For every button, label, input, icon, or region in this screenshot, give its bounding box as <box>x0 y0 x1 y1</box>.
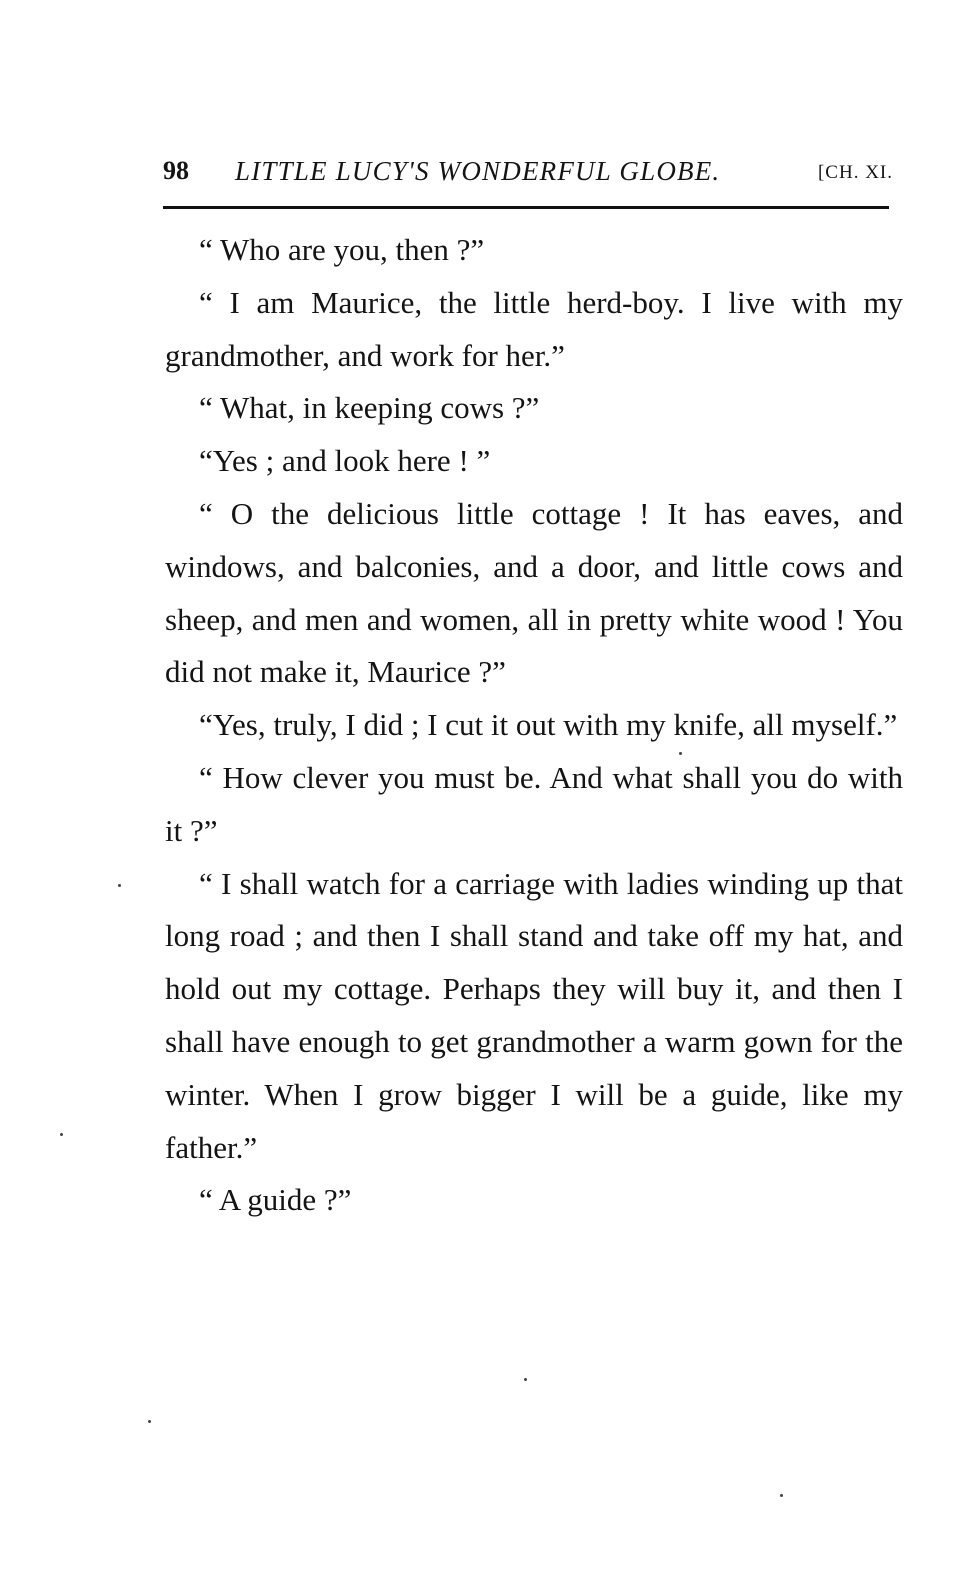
body-text <box>165 224 903 1227</box>
paragraph-5: “ O the delicious little cottage ! It has eaves, and windows, and balconies, and a door, and little cows and sheep, and men and women, all in pretty white wood ! You did not make it, Maurice ?” <box>165 495 903 690</box>
chapter-reference: [CH. XI. <box>817 162 893 183</box>
page-number: 98 <box>163 156 189 185</box>
paragraph-2: “ I am Maurice, the little herd-boy. I live with my grandmother, and work for her.” <box>165 284 903 373</box>
scan-speck <box>148 1420 151 1423</box>
header-rule <box>163 206 889 209</box>
scan-speck <box>118 884 121 887</box>
paragraph-4: “Yes ; and look here ! ” <box>199 443 491 479</box>
paragraph-6: “Yes, truly, I did ; I cut it out with my knife, all myself.” <box>199 707 898 743</box>
scan-speck <box>679 752 682 755</box>
paragraph-3: “ What, in keeping cows ?” <box>199 390 540 426</box>
paragraph-7: “ How clever you must be. And what shall you do with it ?” <box>165 759 903 848</box>
paragraph-9: “ A guide ?” <box>199 1182 352 1218</box>
scan-speck <box>524 1378 527 1381</box>
paragraph-1: “ Who are you, then ?” <box>199 232 485 267</box>
scan-speck <box>60 1133 63 1136</box>
paragraph-8: “ I shall watch for a carriage with ladies winding up that long road ; and then I shall stand and take off my hat, and hold out my cottage. Perhaps they will buy it, and then I shall have enough to get grandmother a warm gown for the winter. When I grow bigger I will be a guide, like my father.” <box>165 865 903 1165</box>
scan-speck <box>780 1494 783 1497</box>
page-header <box>163 150 893 194</box>
running-title: LITTLE LUCY'S WONDERFUL GLOBE. <box>235 156 721 186</box>
